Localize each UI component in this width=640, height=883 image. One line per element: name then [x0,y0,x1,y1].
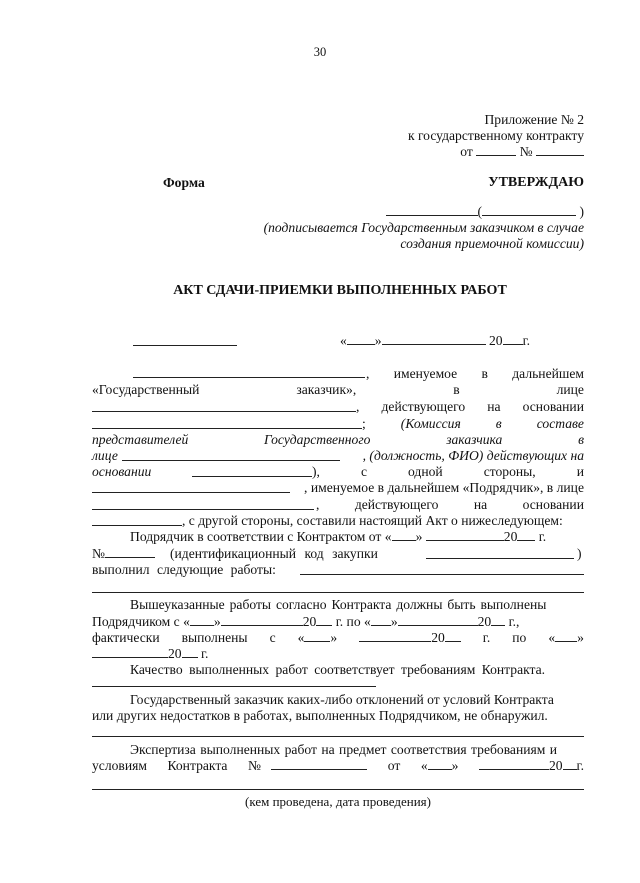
appendix-label: Приложение № 2 [484,112,584,127]
blank [482,204,576,216]
blank [386,204,478,216]
blank [92,492,290,493]
blank [555,630,577,642]
blank [563,758,577,770]
body-line-1: , именуемое в дальнейшем [366,366,584,381]
blank [445,630,461,642]
body-line-15: Подрядчиком с « » 20 г. по « » 20 г., [92,614,520,629]
blank [190,614,214,626]
form-label: Форма [163,175,205,190]
body-line-7-a: основании [92,464,152,479]
body-line-9: , действующего на основании [316,497,584,512]
blank [316,614,332,626]
body-line-16: фактически выполнены с « » 20 г. по « » [92,630,584,645]
body-line-3: , действующего на основании [356,399,584,414]
act-date: « » 20 г. [340,333,531,348]
blank [92,411,356,412]
body-line-19: Государственный заказчик каких-либо отклонений от условий Контракта [130,692,554,707]
blank [133,377,365,378]
body-line-6-b: , (должность, ФИО) действующих на [362,448,584,463]
blank [428,758,452,770]
blank [221,614,303,626]
blank [359,630,431,642]
body-line-6-a: лице [92,448,118,463]
body-line-8: , именуемое в дальнейшем «Подрядчик», в лице [304,480,584,495]
body-line-7-b: ), с одной стороны, и [312,464,584,479]
blank [491,614,505,626]
approve-title: УТВЕРЖДАЮ [488,175,584,190]
page-number: 30 [313,45,327,59]
approve-signature-line: ( ) [386,204,584,220]
blank [426,529,504,541]
body-line-21: Экспертиза выполненных работ на предмет соответствия требованиям и [130,742,558,757]
body-line-2: «Государственный заказчик», в лице [92,382,584,397]
blank [398,614,478,626]
blank [476,144,516,156]
approve-note-1: (подписывается Государственным заказчиком в случае [263,220,584,235]
blank [92,736,584,737]
body-line-12-b: (идентификационный код закупки [170,546,378,561]
blank [392,529,416,541]
body-line-12-a: № [92,546,155,562]
blank [503,333,523,345]
body-line-10: , с другой стороны, составили настоящий Акт о нижеследующем: [182,513,563,528]
body-line-13: выполнил следующие работы: [92,562,276,577]
blank [479,758,549,770]
blank [271,758,367,770]
blank [304,630,330,642]
blank [371,614,391,626]
contract-ref: к государственному контракту [407,128,584,143]
blank [347,333,375,345]
body-line-11: Подрядчик в соответствии с Контрактом от « » 20 г. [130,529,547,544]
body-line-18: Качество выполненных работ соответствует требованиям Контракта. [130,662,546,677]
body-line-22: условиям Контракта № от « » 20 г. [92,758,584,773]
blank [382,333,486,345]
body-line-12-c: ) [577,546,582,561]
approve-note-2: создания приемочной комиссии) [400,236,584,251]
body-line-4: ; (Комиссия в составе [362,416,584,431]
blank [536,144,584,156]
contract-date-num: от № [460,144,584,160]
body-line-20: или других недостатков в работах, выполненных Подрядчиком, не обнаружил. [92,708,548,723]
body-line-14: Вышеуказанные работы согласно Контракта должны быть выполнены [130,597,547,612]
blank [182,646,198,658]
blank [300,574,584,575]
blank [105,546,155,558]
body-line-17: 20 г. [92,646,208,662]
blank [92,592,584,593]
place-blank [133,345,237,346]
blank [92,428,362,429]
blank [92,509,314,510]
blank [92,525,182,526]
blank [192,476,312,477]
document-title: АКТ СДАЧИ-ПРИЕМКИ ВЫПОЛНЕННЫХ РАБОТ [173,283,507,298]
body-line-5: представителей Государственного заказчика в [92,432,584,447]
blank [92,789,584,790]
expertise-caption: (кем проведена, дата проведения) [245,794,431,809]
blank [517,529,535,541]
blank [92,646,168,658]
blank [122,460,340,461]
blank [426,558,574,559]
blank [92,686,376,687]
